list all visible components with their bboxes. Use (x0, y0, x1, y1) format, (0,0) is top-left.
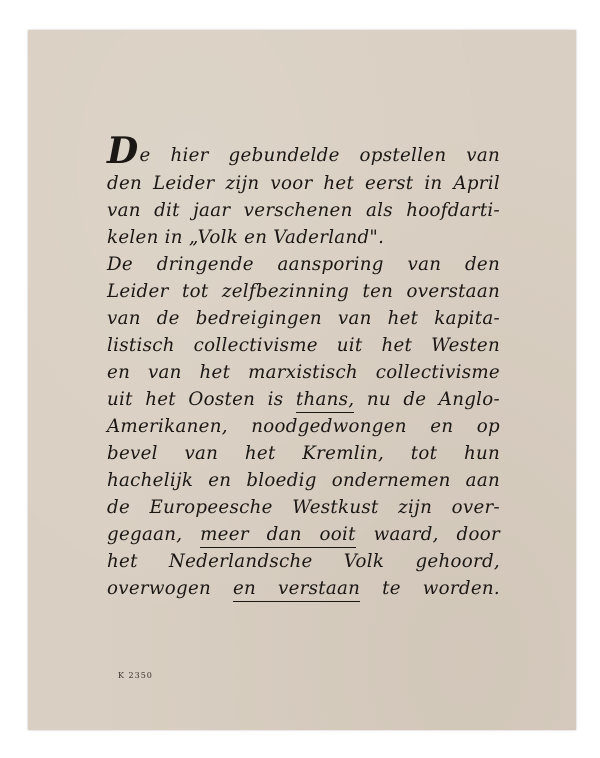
text-line: listisch collectivisme uit het Westen (107, 335, 500, 356)
underlined-word: thans, (296, 389, 355, 413)
text-line: De hier gebundelde opstellen van (107, 130, 500, 172)
text-line: kelen in „Volk en Vaderland". (107, 227, 385, 248)
text-line: De dringende aansporing van den (107, 254, 500, 275)
text-line: hachelijk en bloedig ondernemen aan (107, 470, 500, 491)
text-line: en van het marxistisch collectivisme (107, 362, 500, 383)
print-code: K 2350 (118, 671, 153, 680)
text-line: Amerikanen, noodgedwongen en op (107, 416, 500, 437)
body-text (107, 132, 500, 602)
text-line: bevel van het Kremlin, tot hun (107, 443, 500, 464)
text-line: het Nederlandsche Volk gehoord, (107, 551, 500, 572)
text-line: den Leider zijn voor het eerst in April (107, 173, 500, 194)
text-line: de Europeesche Westkust zijn over- (107, 497, 500, 518)
drop-cap: D (107, 130, 139, 172)
underlined-phrase: meer dan ooit (200, 524, 356, 548)
text-line: van de bedreigingen van het kapita- (107, 308, 500, 329)
underlined-phrase: en verstaan (233, 578, 360, 602)
text-line: gegaan, meer dan ooit waard, door (107, 521, 500, 548)
text-line: uit het Oosten is thans, nu de Anglo- (107, 386, 500, 413)
text-line: overwogen en verstaan te worden. (107, 575, 500, 602)
text-line: van dit jaar verschenen als hoofdarti- (107, 200, 500, 221)
text-line: Leider tot zelfbezinning ten overstaan (107, 281, 500, 302)
